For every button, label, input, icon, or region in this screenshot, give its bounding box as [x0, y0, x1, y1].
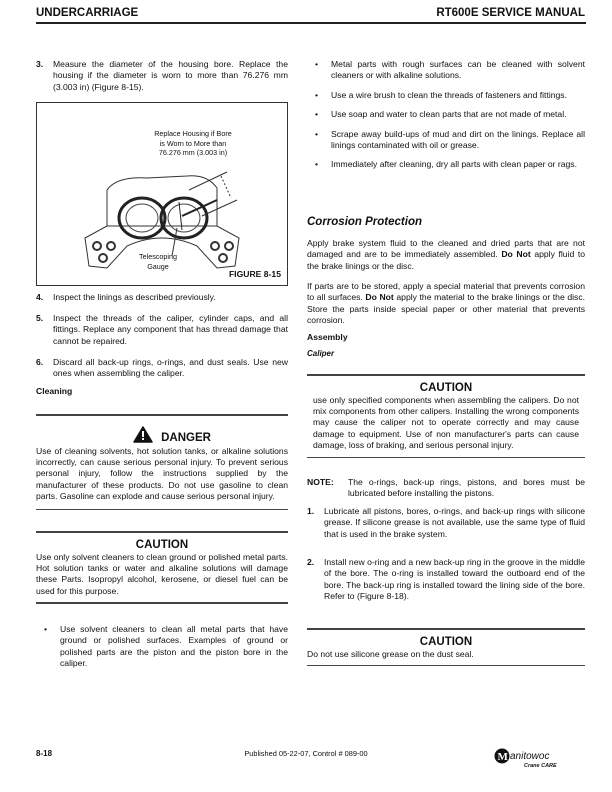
page-number: 8-18 [36, 749, 53, 758]
step-1: 1. Lubricate all pistons, bores, o-rings, and back-up rings with silicone grease. If silicone grease is not available, use the same type of fluid that is used in the brake system. [307, 506, 585, 539]
figure-8-15 [36, 102, 288, 286]
danger-text: Use of cleaning solvents, hot solution tanks, or alkaline solutions incorrectly, can cause serious personal injury. To prevent serious personal injury, follow the instructions supplied by the manufacturer of these products. Do not use gasoline to clean parts. Gasoline can explode and cause serious personal injury. [36, 445, 288, 502]
caution-box-grease [307, 628, 585, 666]
header-rule [36, 22, 586, 24]
corrosion-para-2: If parts are to be stored, apply a special material that prevents corrosion to all surfaces. Do Not apply the material to the brake linings or the disc. Store the parts inside special paper or other material that prevents corrosion. [307, 281, 586, 326]
assembly-heading: Assembly [307, 332, 348, 342]
danger-box [36, 414, 288, 510]
manual-title: RT600E SERVICE MANUAL [436, 7, 585, 19]
step-5: 5. Inspect the threads of the caliper, cylinder caps, and all fittings. Replace any component that has thread damage that cannot be repaired. [36, 313, 288, 346]
figure-callout: Replace Housing if Bore is Worn to More than 76.276 mm (3.003 in) [154, 129, 232, 157]
note-text: The o-rings, back-up rings, pistons, and bores must be lubricated before installing the pistons. [348, 477, 585, 499]
caution-title: CAUTION [419, 381, 473, 394]
caution-text: Use only solvent cleaners to clean ground or polished metal parts. Hot solution tanks or water and alkaline solutions will damage these Parts. Isopropyl alcohol, kerosene, or diesel fuel can be used for this purpose. [36, 551, 288, 596]
published-info: Published 05-22-07, Control # 089-00 [244, 749, 368, 758]
list-item: • Use soap and water to clean parts that are not made of metal. [315, 109, 567, 120]
gauge-label: Telescoping Gauge [139, 252, 177, 271]
step-2: 2. Install new o-ring and a new back-up ring in the groove in the middle of the bore. The o-ring is installed toward the outboard end of the bore. The back-up ring is installed toward the lining side of the bore. Refer to (Figure 8-18). [307, 557, 585, 602]
caution-box-components [307, 374, 585, 458]
figure-caption: FIGURE 8-15 [228, 268, 281, 279]
caution-title: CAUTION [419, 635, 473, 648]
note [307, 477, 585, 500]
svg-text:anitowoc: anitowoc [510, 751, 550, 762]
bullet-list [307, 59, 585, 171]
warning-triangle-icon [133, 426, 153, 443]
caution-box-cleaning [36, 531, 288, 604]
caution-text: use only specified components when assembling the calipers. Do not mix components from other calipers. Installing the wrong components may cause the caliper not to operate correctly and may cause damage to equipment. Use of non manufacturer's parts can cause damage, loss of braking, and serious personal injury. [313, 394, 579, 451]
bullet-solvent: • Use solvent cleaners to clean all metal parts that have ground or polished surfaces. Examples of ground or polished parts are the piston and the piston bore in the caliper. [44, 624, 288, 669]
list-item: • Metal parts with rough surfaces can be cleaned with solvent cleaners or with alkaline solutions. [315, 59, 585, 81]
note-label: NOTE: [307, 477, 334, 487]
caution-title: CAUTION [135, 538, 189, 551]
svg-text:M: M [497, 751, 508, 763]
step-4: 4. Inspect the linings as described previously. [36, 292, 216, 302]
list-item: • Use a wire brush to clean the threads of fasteners and fittings. [315, 89, 567, 100]
corrosion-heading: Corrosion Protection [307, 216, 423, 228]
manitowoc-logo [494, 747, 574, 769]
step-6: 6. Discard all back-up rings, o-rings, and dust seals. Use new ones when assembling the caliper. [36, 357, 288, 379]
danger-title: DANGER [161, 431, 211, 444]
list-item: • Immediately after cleaning, dry all parts with clean paper or rags. [315, 159, 577, 170]
caution-text: Do not use silicone grease on the dust seal. [307, 648, 474, 659]
svg-text:Crane CARE: Crane CARE [524, 763, 557, 769]
caliper-subheading: Caliper [307, 349, 335, 358]
section-title: UNDERCARRIAGE [36, 7, 139, 19]
cleaning-heading: Cleaning [36, 386, 73, 396]
list-item: • Scrape away build-ups of mud and dirt on the linings. Replace all linings contaminated with oil or grease. [315, 128, 585, 151]
step-3: 3. Measure the diameter of the housing bore. Replace the housing if the diameter is worn to more than 76.276 mm (3.003 in) (Figure 8-15). [36, 59, 288, 92]
corrosion-para-1: Apply brake system fluid to the cleaned and dried parts that are not damaged and are to be immediately assembled. Do Not apply fluid to the brake linings or the disc. [307, 238, 586, 271]
